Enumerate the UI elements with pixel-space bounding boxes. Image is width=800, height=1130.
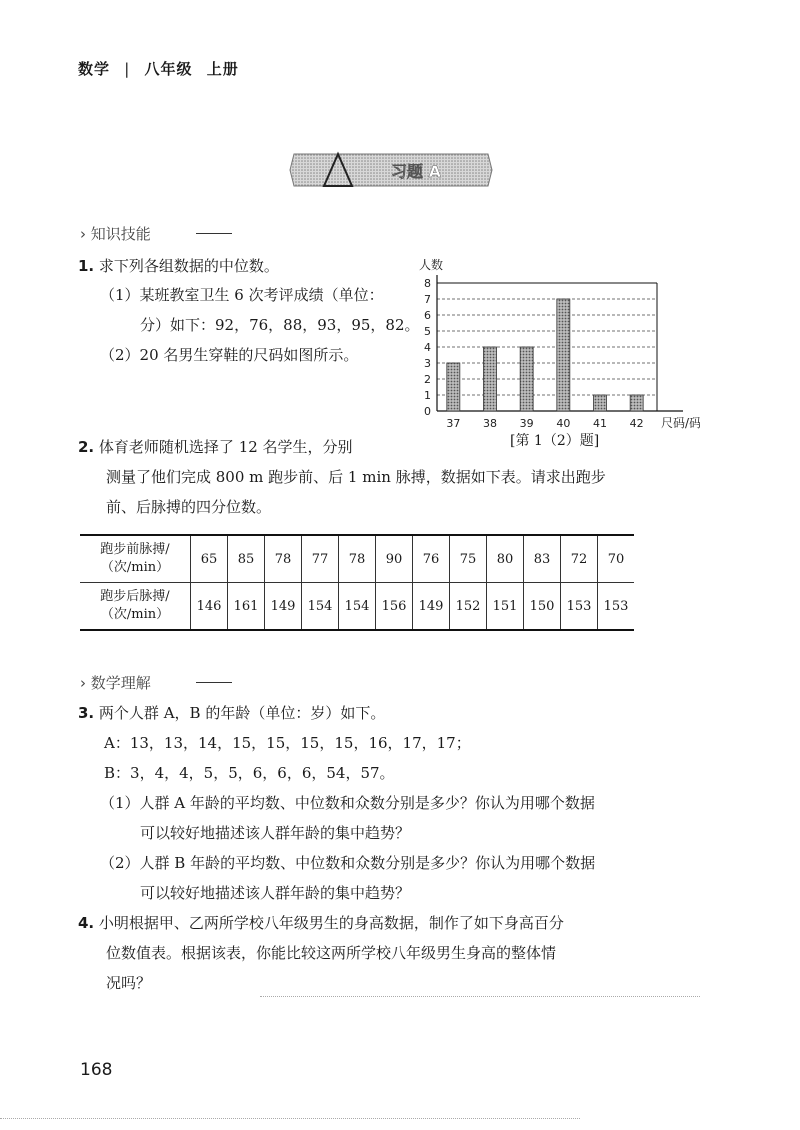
bar (630, 395, 643, 411)
row-header-line1: 跑步前脉搏/ (100, 542, 170, 557)
q1-part2: （2）20 名男生穿鞋的尺码如图所示。 (100, 346, 359, 364)
table-cell: 70 (598, 535, 635, 583)
page-number: 168 (80, 1060, 113, 1080)
q3-group-a: A：13，13，14，15，15，15，15，16，17，17； (104, 734, 471, 752)
q2-number: 2. (78, 438, 95, 456)
q4-number: 4. (78, 914, 95, 932)
table-cell: 149 (265, 583, 302, 631)
q1-part1-line1: （1）某班教室卫生 6 次考评成绩（单位： (100, 286, 384, 304)
chevron-right-icon: › (80, 674, 86, 692)
table-cell: 154 (302, 583, 339, 631)
bar (520, 347, 533, 411)
row-header (80, 535, 191, 583)
section-label-text: 数学理解 (90, 674, 151, 692)
table-cell: 83 (524, 535, 561, 583)
y-tick-label: 4 (424, 341, 431, 354)
pulse-table-wrap (80, 534, 634, 631)
row-header (80, 583, 191, 631)
q2-line3: 前、后脉搏的四分位数。 (106, 498, 272, 516)
q4-line3: 况吗？ (106, 974, 152, 992)
scan-artifact-line (260, 996, 700, 998)
table-cell: 65 (191, 535, 228, 583)
q3-stem-text: 两个人群 A，B 的年龄（单位：岁）如下。 (98, 704, 386, 722)
x-tick-label: 41 (593, 417, 607, 430)
q1-part1-line2: 分）如下：92，76，88，93，95，82。 (140, 316, 420, 334)
section-label-text: 知识技能 (90, 225, 151, 243)
q2-line1 (78, 436, 353, 458)
row-header-line2: （次/min） (100, 607, 170, 622)
q4-line1-text: 小明根据甲、乙两所学校八年级男生的身高数据，制作了如下身高百分 (98, 914, 564, 932)
section-rule (196, 682, 232, 683)
table-cell: 90 (376, 535, 413, 583)
table-cell: 153 (598, 583, 635, 631)
y-axis-label: 人数 (419, 258, 444, 272)
x-tick-label: 38 (483, 417, 497, 430)
y-tick-label: 7 (424, 293, 431, 306)
q3-part2-line2: 可以较好地描述该人群年龄的集中趋势？ (140, 884, 411, 902)
section-label-understanding (80, 672, 151, 693)
y-tick-label: 3 (424, 357, 431, 370)
row-header-line1: 跑步后脉搏/ (100, 589, 170, 604)
q3-part1-line1: （1）人群 A 年龄的平均数、中位数和众数分别是多少？你认为用哪个数据 (100, 794, 595, 812)
table-cell: 149 (413, 583, 450, 631)
header-volume: 上册 (206, 60, 239, 78)
table-cell: 156 (376, 583, 413, 631)
bar (594, 395, 607, 411)
table-cell: 151 (487, 583, 524, 631)
bar (447, 363, 460, 411)
table-cell: 161 (228, 583, 265, 631)
table-cell: 78 (265, 535, 302, 583)
y-tick-label: 2 (424, 373, 431, 386)
q3-group-b: B：3，4，4，5，5，6，6，6，54，57。 (104, 764, 395, 782)
table-cell: 153 (561, 583, 598, 631)
row-header-line2: （次/min） (100, 560, 170, 575)
banner-title: 习题 A (391, 162, 441, 181)
table-cell: 150 (524, 583, 561, 631)
section-label-knowledge (80, 223, 151, 244)
shoe-size-chart (405, 248, 700, 434)
banner-graphic (286, 148, 496, 192)
q3-part1-line2: 可以较好地描述该人群年龄的集中趋势？ (140, 824, 411, 842)
bar-chart-svg (405, 248, 700, 434)
x-tick-label: 40 (556, 417, 571, 430)
table-cell: 75 (450, 535, 487, 583)
y-tick-label: 5 (424, 325, 431, 338)
table-cell: 146 (191, 583, 228, 631)
x-axis-label: 尺码/码 (661, 416, 700, 430)
table-cell: 152 (450, 583, 487, 631)
section-rule (196, 233, 232, 234)
q1-number: 1. (78, 257, 95, 275)
table-cell: 154 (339, 583, 376, 631)
chevron-right-icon: › (80, 225, 86, 243)
table-cell: 76 (413, 535, 450, 583)
bar (484, 347, 497, 411)
table-row (80, 535, 634, 583)
x-tick-label: 39 (519, 417, 534, 430)
table-cell: 77 (302, 535, 339, 583)
y-tick-label: 1 (424, 389, 431, 402)
y-tick-label: 0 (424, 405, 431, 418)
q4-line1 (78, 912, 564, 934)
q2-line2: 测量了他们完成 800 m 跑步前、后 1 min 脉搏，数据如下表。请求出跑步 (106, 468, 606, 486)
table-row (80, 583, 634, 631)
scan-artifact-line (0, 1118, 580, 1120)
x-tick-label: 42 (629, 417, 644, 430)
running-header (78, 58, 239, 79)
exercise-banner (286, 148, 496, 192)
header-separator: | (124, 60, 131, 78)
bar (557, 299, 570, 411)
q2-line1-text: 体育老师随机选择了 12 名学生，分别 (98, 438, 353, 456)
table-cell: 78 (339, 535, 376, 583)
table-cell: 72 (561, 535, 598, 583)
y-tick-label: 8 (424, 277, 431, 290)
q1-stem (78, 255, 279, 277)
header-subject: 数学 (78, 60, 111, 78)
table-cell: 85 (228, 535, 265, 583)
q3-number: 3. (78, 704, 95, 722)
q3-stem (78, 702, 385, 724)
y-tick-label: 6 (424, 309, 431, 322)
q4-line2: 位数值表。根据该表，你能比较这两所学校八年级男生身高的整体情 (106, 944, 557, 962)
x-tick-label: 37 (446, 417, 461, 430)
header-grade: 八年级 (144, 60, 193, 78)
table-cell: 80 (487, 535, 524, 583)
q3-part2-line1: （2）人群 B 年龄的平均数、中位数和众数分别是多少？你认为用哪个数据 (100, 854, 596, 872)
figure-caption: [第 1（2）题] (510, 433, 600, 449)
pulse-table (80, 534, 634, 631)
q1-stem-text: 求下列各组数据的中位数。 (98, 257, 279, 275)
